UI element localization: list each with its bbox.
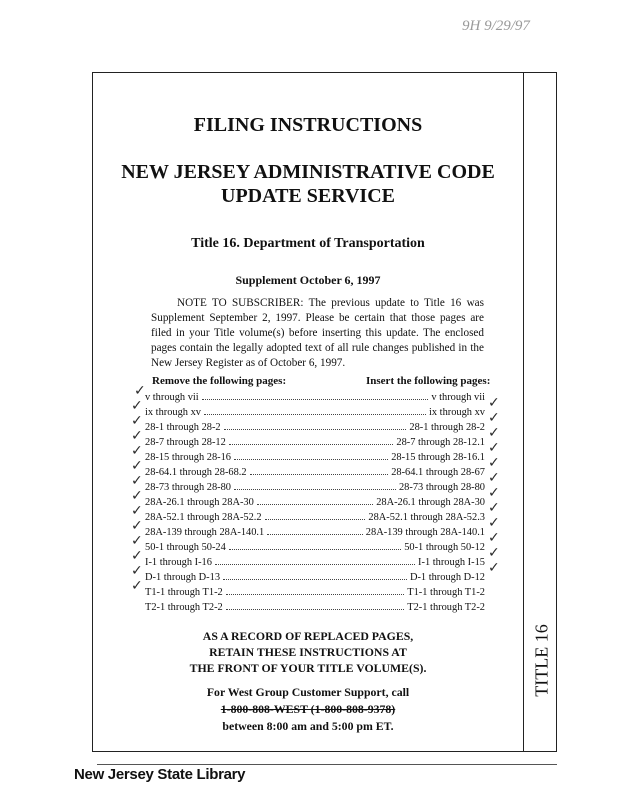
remove-pages: 28-64.1 through 28-68.2 bbox=[145, 467, 247, 478]
check-mark-icon: ✓ bbox=[134, 383, 146, 399]
check-mark-icon: ✓ bbox=[488, 425, 500, 441]
insert-pages: 28-1 through 28-2 bbox=[409, 422, 485, 433]
check-mark-icon: ✓ bbox=[488, 410, 500, 426]
remove-pages: T1-1 through T1-2 bbox=[145, 587, 223, 598]
page-row bbox=[145, 600, 485, 615]
insert-pages: 28A-52.1 through 28A-52.3 bbox=[368, 512, 485, 523]
page-row bbox=[145, 435, 485, 450]
insert-pages: T1-1 through T1-2 bbox=[407, 587, 485, 598]
check-mark-icon: ✓ bbox=[131, 398, 143, 414]
page-row bbox=[145, 390, 485, 405]
support-phone-text: 1-800-808-WEST (1-800-808-9378) bbox=[220, 702, 396, 716]
check-mark-icon: ✓ bbox=[131, 503, 143, 519]
subscriber-note bbox=[151, 296, 484, 371]
handwritten-note: 9H 9/29/97 bbox=[462, 18, 530, 34]
remove-pages: 28A-52.1 through 28A-52.2 bbox=[145, 512, 262, 523]
insert-pages: I-1 through I-15 bbox=[418, 557, 485, 568]
page-list bbox=[145, 390, 485, 615]
support-line: For West Group Customer Support, call bbox=[206, 685, 410, 699]
insert-pages: v through vii bbox=[431, 392, 485, 403]
check-mark-icon: ✓ bbox=[488, 395, 500, 411]
divider-line bbox=[97, 764, 557, 765]
page-row bbox=[145, 555, 485, 570]
page-row bbox=[145, 570, 485, 585]
remove-pages: 28A-139 through 28A-140.1 bbox=[145, 527, 265, 538]
page-row bbox=[145, 420, 485, 435]
title-department: Title 16. Department of Transportation bbox=[191, 236, 425, 251]
record-notice-line3: THE FRONT OF YOUR TITLE VOLUME(S). bbox=[189, 661, 427, 675]
remove-pages: v through vii bbox=[145, 392, 199, 403]
check-mark-icon: ✓ bbox=[131, 428, 143, 444]
check-mark-icon: ✓ bbox=[131, 563, 143, 579]
check-mark-icon: ✓ bbox=[488, 560, 500, 576]
remove-pages: 50-1 through 50-24 bbox=[145, 542, 226, 553]
insert-pages: D-1 through D-12 bbox=[409, 572, 485, 583]
page-row bbox=[145, 585, 485, 600]
check-mark-icon: ✓ bbox=[488, 485, 500, 501]
title-tab-label: TITLE 16 bbox=[531, 623, 552, 697]
page-row bbox=[145, 465, 485, 480]
remove-pages: ix through xv bbox=[145, 407, 201, 418]
remove-pages: T2-1 through T2-2 bbox=[145, 602, 223, 613]
check-mark-icon: ✓ bbox=[131, 473, 143, 489]
page-row bbox=[145, 405, 485, 420]
page-row bbox=[145, 510, 485, 525]
remove-pages: 28-1 through 28-2 bbox=[145, 422, 221, 433]
remove-column-header: Remove the following pages: bbox=[152, 375, 287, 387]
check-mark-icon: ✓ bbox=[488, 470, 500, 486]
title-tab bbox=[531, 600, 553, 720]
check-mark-icon: ✓ bbox=[488, 440, 500, 456]
remove-pages: 28-73 through 28-80 bbox=[145, 482, 232, 493]
check-mark-icon: ✓ bbox=[131, 413, 143, 429]
insert-pages: 28A-26.1 through 28A-30 bbox=[376, 497, 485, 508]
insert-pages: 28-15 through 28-16.1 bbox=[391, 452, 485, 463]
check-mark-icon: ✓ bbox=[488, 545, 500, 561]
check-mark-icon: ✓ bbox=[131, 458, 143, 474]
insert-pages: ix through xv bbox=[429, 407, 485, 418]
support-hours: between 8:00 am and 5:00 pm ET. bbox=[222, 719, 394, 733]
subscriber-note-text: NOTE TO SUBSCRIBER: The previous update to Title 16 was Supplement September 2, 1997. Please be certain that those pages are filed in your Title volume(s) before inserting this update. The enclosed pages contain the legally adopted text of all rule changes published in the New Jersey Register as of October 6, 1997. bbox=[151, 297, 484, 369]
record-notice-line1: AS A RECORD OF REPLACED PAGES, bbox=[202, 629, 414, 643]
check-mark-icon: ✓ bbox=[131, 518, 143, 534]
insert-pages: 28-64.1 through 28-67 bbox=[391, 467, 485, 478]
check-mark-icon: ✓ bbox=[488, 455, 500, 471]
insert-column-header: Insert the following pages: bbox=[366, 375, 491, 387]
check-mark-icon: ✓ bbox=[131, 533, 143, 549]
remove-pages: 28A-26.1 through 28A-30 bbox=[145, 497, 254, 508]
insert-pages: 28A-139 through 28A-140.1 bbox=[365, 527, 485, 538]
support-phone bbox=[92, 701, 524, 718]
code-heading-line2: UPDATE SERVICE bbox=[221, 185, 395, 207]
library-footer: New Jersey State Library bbox=[74, 766, 246, 783]
check-mark-icon: ✓ bbox=[131, 488, 143, 504]
remove-pages: 28-7 through 28-12 bbox=[145, 437, 226, 448]
code-heading-line1: NEW JERSEY ADMINISTRATIVE CODE bbox=[121, 161, 495, 183]
remove-pages: D-1 through D-13 bbox=[145, 572, 221, 583]
check-mark-icon: ✓ bbox=[488, 530, 500, 546]
insert-pages: 28-73 through 28-80 bbox=[398, 482, 485, 493]
insert-pages: 28-7 through 28-12.1 bbox=[396, 437, 485, 448]
page-row bbox=[145, 495, 485, 510]
check-mark-icon: ✓ bbox=[488, 515, 500, 531]
supplement-date: Supplement October 6, 1997 bbox=[235, 273, 381, 287]
page-row bbox=[145, 450, 485, 465]
remove-pages: I-1 through I-16 bbox=[145, 557, 212, 568]
insert-pages: T2-1 through T2-2 bbox=[407, 602, 485, 613]
page-row bbox=[145, 540, 485, 555]
page-row bbox=[145, 480, 485, 495]
check-mark-icon: ✓ bbox=[131, 443, 143, 459]
check-mark-icon: ✓ bbox=[488, 500, 500, 516]
page-row bbox=[145, 525, 485, 540]
page-title: FILING INSTRUCTIONS bbox=[193, 114, 423, 136]
check-mark-icon: ✓ bbox=[131, 548, 143, 564]
insert-pages: 50-1 through 50-12 bbox=[404, 542, 485, 553]
remove-pages: 28-15 through 28-16 bbox=[145, 452, 232, 463]
record-notice-line2: RETAIN THESE INSTRUCTIONS AT bbox=[209, 645, 407, 659]
check-mark-icon: ✓ bbox=[131, 578, 143, 594]
